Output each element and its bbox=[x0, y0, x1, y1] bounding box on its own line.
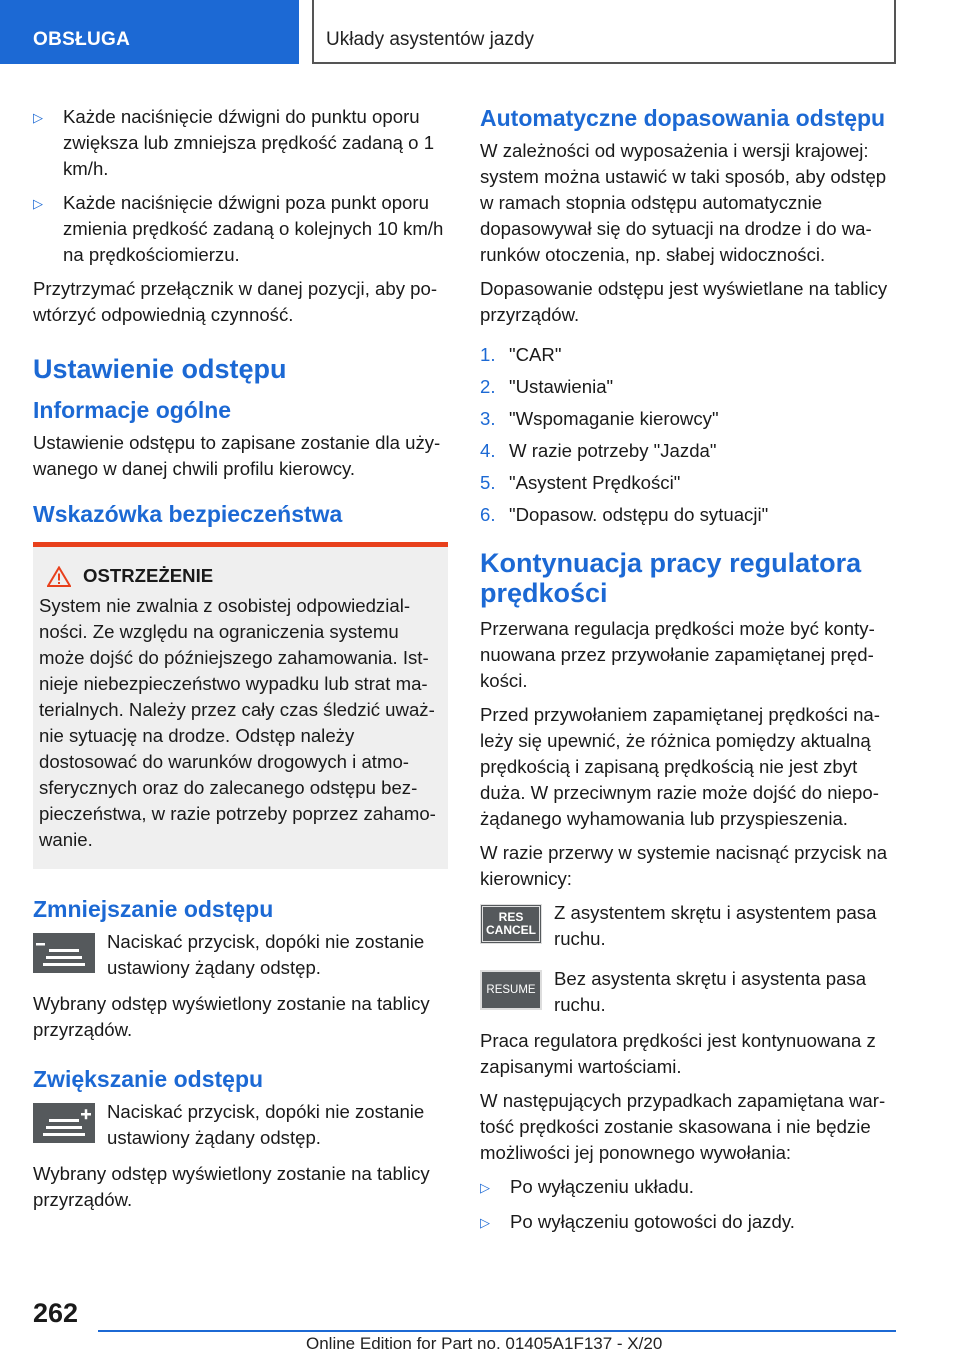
section-heading: Ustawienie odstępu bbox=[33, 354, 287, 384]
list-item: ▷ Każde naciśnięcie dźwigni do punktu oporu zwiększa lub zmniejsza prędkość zadaną o 1 km/h. bbox=[33, 104, 448, 182]
paragraph: Praca regulatora prędkości jest kontynuowana z zapisanymi wartościami. bbox=[480, 1030, 876, 1077]
list-item: 6. "Dopasow. odstępu do sytuacji" bbox=[480, 504, 769, 525]
edition-footer: Online Edition for Part no. 01405A1F137 - X/20 bbox=[306, 1334, 663, 1353]
resume-button-icon: RESUME bbox=[480, 970, 542, 1010]
list-item: 4. W razie potrzeby "Jazda" bbox=[480, 440, 717, 461]
warning-header: OSTRZEŻENIE bbox=[39, 563, 440, 589]
bullet-triangle-icon: ▷ bbox=[480, 1215, 490, 1230]
warning-triangle-icon bbox=[47, 566, 71, 587]
paragraph: W razie przerwy w systemie nacisnąć przycisk na kierownicy: bbox=[480, 842, 888, 889]
footer-divider bbox=[98, 1330, 896, 1332]
list-item: 2. "Ustawienia" bbox=[480, 376, 614, 397]
distance-decrease-icon bbox=[33, 933, 95, 973]
list-item: 3. "Wspomaganie kierowcy" bbox=[480, 408, 719, 429]
list-item: 5. "Asystent Prędkości" bbox=[480, 472, 681, 493]
steps-list bbox=[480, 342, 895, 528]
left-column bbox=[33, 104, 448, 1221]
section-heading: Kontynuacja pracy regulatora prędkości bbox=[480, 548, 862, 608]
resume-instruction: RESUME Bez asystenta skrętu i asystenta pasa ruchu. bbox=[480, 966, 895, 1018]
paragraph: Przed przywołaniem zapamiętanej prędkości należy się upewnić, że różnica pomiędzy aktualną prędkością i zapisaną prędkością nie jest zbyt duża. W przeciwnym razie może dojść do niepożądanego wyhamowania lub przyspieszenia. bbox=[480, 704, 880, 829]
chapter-title: Układy asystentów jazdy bbox=[312, 0, 896, 64]
paragraph: Dopasowanie odstępu jest wyświetlane na tablicy przyrządów. bbox=[480, 278, 888, 325]
subsection-heading: Automatyczne dopasowania odstępu bbox=[480, 105, 886, 131]
subsection-heading: Zwiększanie odstępu bbox=[33, 1066, 264, 1092]
paragraph: Wybrany odstęp wyświetlony zostanie na tablicy przyrządów. bbox=[33, 1163, 430, 1210]
distance-increase-icon bbox=[33, 1103, 95, 1143]
right-column bbox=[480, 104, 895, 1244]
subsection-heading: Wskazówka bezpieczeństwa bbox=[33, 501, 343, 527]
warning-text: System nie zwalnia z osobistej odpowiedzialności. Ze względu na ograniczenia systemu może dojść do późniejszego zahamowania. Istnieje niebezpieczeństwo wypadku lub strat materialnych. Należy przez cały czas śledzić uważnie sytuację na drodze. Odstęp należy dostosować do warunków drogowych i atmosferycznych oraz do zalecanego odstępu bezpieczeństwa, w razie potrzeby poprzez zahamowanie. bbox=[39, 595, 436, 850]
list-item: 1. "CAR" bbox=[480, 344, 562, 365]
paragraph: Przerwana regulacja prędkości może być kontynuowana przez przywołanie zapamiętanej prędkości. bbox=[480, 618, 875, 691]
list-item: ▷ Po wyłączeniu gotowości do jazdy. bbox=[480, 1209, 895, 1236]
res-cancel-button-icon: RES CANCEL bbox=[480, 904, 542, 944]
warning-box bbox=[33, 542, 448, 869]
section-tab: OBSŁUGA bbox=[0, 0, 299, 64]
list-item: ▷ Po wyłączeniu układu. bbox=[480, 1174, 895, 1201]
paragraph: Ustawienie odstępu to zapisane zostanie dla używanego w danej chwili profilu kierowcy. bbox=[33, 432, 441, 479]
paragraph: Wybrany odstęp wyświetlony zostanie na tablicy przyrządów. bbox=[33, 993, 430, 1040]
paragraph: W zależności od wyposażenia i wersji krajowej: system można ustawić w taki sposób, aby odstęp w ramach stopnia odstępu automatycznie dopasowywał się do sytuacji na drodze i do warunków otoczenia, np. słabej widoczności. bbox=[480, 140, 887, 265]
bullet-triangle-icon: ▷ bbox=[480, 1180, 490, 1195]
page-number: 262 bbox=[33, 1298, 79, 1328]
res-cancel-instruction: RES CANCEL Z asystentem skrętu i asystentem pasa ruchu. bbox=[480, 900, 895, 952]
subsection-heading: Informacje ogólne bbox=[33, 397, 232, 423]
decrease-instruction: Naciskać przycisk, dopóki nie zostanie ustawiony żądany odstęp. bbox=[33, 929, 448, 981]
paragraph: W następujących przypadkach zapamiętana wartość prędkości zostanie skasowana i nie będzie możliwości jej ponownego wywołania: bbox=[480, 1090, 886, 1163]
subsection-heading: Zmniejszanie odstępu bbox=[33, 896, 274, 922]
increase-instruction: Naciskać przycisk, dopóki nie zostanie ustawiony żądany odstęp. bbox=[33, 1099, 448, 1151]
bullet-triangle-icon: ▷ bbox=[33, 196, 43, 211]
bullet-triangle-icon: ▷ bbox=[33, 110, 43, 125]
paragraph: Przytrzymać przełącznik w danej pozycji, aby powtórzyć odpowiednią czynność. bbox=[33, 278, 438, 325]
list-item: ▷ Każde naciśnięcie dźwigni poza punkt oporu zmienia prędkość zadaną o kolejnych 10 km/h na prędkościomierzu. bbox=[33, 190, 448, 268]
